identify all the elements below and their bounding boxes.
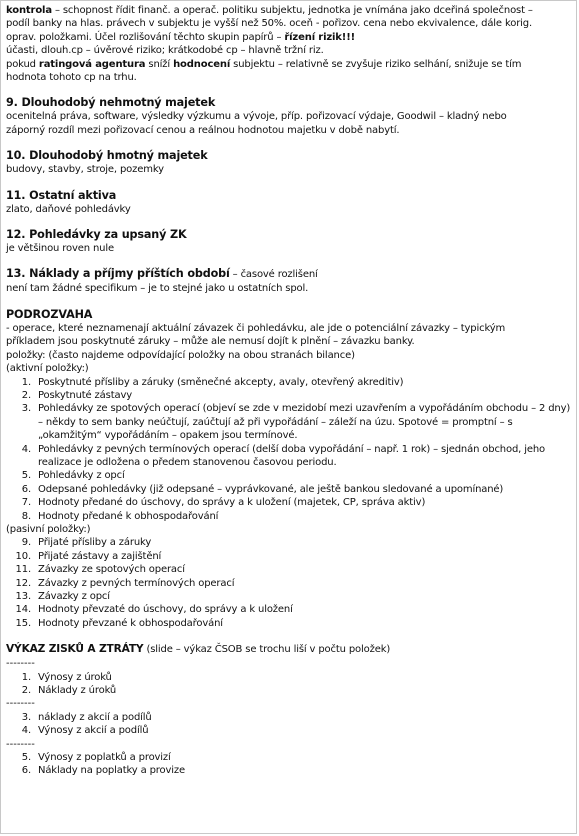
list-item bbox=[6, 483, 571, 496]
heading-text: 13. Náklady a příjmy příštích období bbox=[6, 267, 230, 281]
paragraph-line: - operace, které neznamenají aktuální závazek či pohledávku, ale jde o potenciální závazky – typickým bbox=[6, 322, 506, 334]
paragraph-line: zlato, daňové pohledávky bbox=[6, 203, 131, 215]
list-item bbox=[6, 469, 571, 482]
paragraph-line: položky: (často najdeme odpovídající položky na obou stranách bilance) bbox=[6, 349, 355, 361]
bold-term: kontrola bbox=[6, 5, 52, 16]
paragraph-line: není tam žádné specifikum – je to stejné jako u ostatních spol. bbox=[6, 283, 309, 295]
list-item-number: 14. bbox=[15, 604, 31, 616]
paragraph-line: příkladem jsou poskytnuté záruky – může ale nemusí dojít k plnění – závazku banky. bbox=[6, 336, 415, 348]
list-item bbox=[6, 671, 571, 684]
heading-rest: (slide – výkaz ČSOB se trochu liší v počtu položek) bbox=[143, 644, 391, 656]
separator: -------- bbox=[6, 738, 35, 750]
list-item-number: 6. bbox=[21, 483, 31, 495]
list-item bbox=[6, 376, 571, 389]
list-item bbox=[6, 590, 571, 603]
list-item bbox=[6, 577, 571, 590]
paragraph-line bbox=[6, 58, 571, 71]
section-heading-podrozvaha: PODROZVAHA bbox=[6, 307, 93, 321]
list-item-number: 1. bbox=[21, 671, 31, 683]
list-item bbox=[6, 617, 571, 630]
section-heading-10: 10. Dlouhodobý hmotný majetek bbox=[6, 149, 208, 163]
paragraph-line bbox=[6, 31, 571, 44]
list-item-number: 11. bbox=[15, 564, 31, 576]
list-item bbox=[6, 550, 571, 563]
paragraph-line: účasti, dlouh.cp – úvěrové riziko; krátkodobé cp – hlavně tržní riz. bbox=[6, 45, 324, 57]
list-item bbox=[6, 563, 571, 576]
bold-term: ratingová agentura bbox=[38, 58, 146, 70]
list-aktivni bbox=[6, 376, 571, 523]
list-item-text: náklady z akcií a podílů bbox=[38, 711, 152, 723]
list-item-number: 10. bbox=[15, 550, 31, 562]
list-item-text: Poskytnuté zástavy bbox=[38, 389, 132, 401]
list-item-number: 1. bbox=[21, 376, 31, 388]
list-item-text: Odepsané pohledávky (již odepsané – vyprávkované, ale ještě bankou sledované a upomínané) bbox=[38, 483, 504, 495]
list-item-text: Výnosy z úroků bbox=[38, 671, 112, 683]
paragraph-line: ocenitelná práva, software, výsledky výzkumu a vývoje, příp. pořizovací výdaje, Goodwil – kladný nebo bbox=[6, 111, 507, 123]
paragraph-line: hodnota tohoto cp na trhu. bbox=[6, 72, 137, 84]
bold-term: řízení rizik!!! bbox=[284, 31, 356, 43]
list-item-number: 5. bbox=[21, 752, 31, 764]
paragraph-line: záporný rozdíl mezi pořizovací cenou a reálnou hodnotou majetku v době nabytí. bbox=[6, 124, 400, 136]
list-item-number: 12. bbox=[15, 577, 31, 589]
list-item-number: 9. bbox=[21, 537, 31, 549]
list-vykaz-group-2 bbox=[6, 711, 571, 738]
list-item-number: 4. bbox=[21, 725, 31, 737]
section-heading-11: 11. Ostatní aktiva bbox=[6, 188, 117, 202]
separator: -------- bbox=[6, 698, 35, 710]
list-vykaz-group-1 bbox=[6, 671, 571, 698]
list-item-text: Náklady na poplatky a provize bbox=[38, 765, 185, 777]
list-item-number: 4. bbox=[21, 443, 31, 455]
list-item-number: 8. bbox=[21, 510, 31, 522]
list-item-text: Závazky ze spotových operací bbox=[38, 564, 185, 576]
list-item-text: Hodnoty předané do úschovy, do správy a k uložení (majetek, CP, správa aktiv) bbox=[38, 497, 426, 509]
list-item bbox=[6, 510, 571, 523]
subheading-pasivni: (pasivní položky:) bbox=[6, 523, 91, 535]
list-item-text: Výnosy z akcií a podílů bbox=[38, 725, 149, 737]
list-item bbox=[6, 711, 571, 724]
bold-term: hodnocení bbox=[173, 58, 231, 70]
list-item-number: 13. bbox=[15, 591, 31, 602]
paragraph-line: budovy, stavby, stroje, pozemky bbox=[6, 164, 164, 176]
list-item-number: 2. bbox=[21, 685, 31, 697]
section-heading-12: 12. Pohledávky za upsaný ZK bbox=[6, 228, 187, 242]
section-heading-13 bbox=[6, 267, 571, 282]
paragraph-line: podíl banky na hlas. právech v subjektu je vyšší než 50%. oceň - pořizov. cena nebo ekvivalence, dále korig. bbox=[6, 18, 533, 30]
list-item bbox=[6, 764, 571, 777]
heading-text: VÝKAZ ZISKŮ A ZTRÁTY bbox=[6, 643, 144, 656]
heading-rest: – časové rozlišení bbox=[229, 269, 318, 281]
list-item bbox=[6, 724, 571, 737]
list-item-text: Přijaté zástavy a zajištění bbox=[38, 550, 162, 562]
list-item-text: Hodnoty předané k obhospodařování bbox=[38, 510, 219, 522]
text: sníží bbox=[145, 58, 174, 70]
list-item-text: Závazky z pevných termínových operací bbox=[38, 577, 235, 589]
list-item-number: 6. bbox=[21, 765, 31, 777]
text: subjektu – relativně se zvyšuje riziko selhání, snižuje se tím bbox=[230, 58, 522, 70]
list-item bbox=[6, 603, 571, 616]
subheading-aktivni: (aktivní položky:) bbox=[6, 363, 89, 375]
list-item bbox=[6, 684, 571, 697]
list-item-text: Závazky z opcí bbox=[38, 591, 110, 602]
list-vykaz-group-3 bbox=[6, 751, 571, 778]
list-item bbox=[6, 496, 571, 509]
list-item-number: 15. bbox=[15, 617, 31, 629]
list-item-text: Výnosy z poplatků a provizí bbox=[38, 752, 171, 764]
list-item bbox=[6, 751, 571, 764]
list-item bbox=[6, 402, 571, 442]
list-item-text: Přijaté přísliby a záruky bbox=[38, 537, 152, 549]
list-item bbox=[6, 389, 571, 402]
list-item-text: Pohledávky ze spotových operací (objeví se zde v mezidobí mezi uzavřením a vypořádáním obchodu – 2 dny) – někdy to sem banky neúčtují, zaúčtují až při vypořádání – záleží na úzu. Spotové = promptní – s „okamžitým“ vypořádáním – opakem jsou termínové. bbox=[38, 403, 571, 442]
paragraph-line: je většinou roven nule bbox=[6, 243, 114, 255]
section-heading-9: 9. Dlouhodobý nehmotný majetek bbox=[6, 96, 216, 110]
list-item-number: 3. bbox=[21, 711, 31, 723]
paragraph-line bbox=[6, 4, 571, 17]
text: oprav. položkami. Účel rozlišování těchto skupin papírů – bbox=[6, 31, 285, 43]
text: pokud bbox=[6, 58, 39, 70]
list-item-number: 5. bbox=[21, 470, 31, 482]
list-item-number: 2. bbox=[21, 389, 31, 401]
list-item-text: Hodnoty převzané k obhospodařování bbox=[38, 617, 223, 629]
list-item-text: Poskytnuté přísliby a záruky (směnečné akcepty, avaly, otevřený akreditiv) bbox=[38, 376, 404, 388]
list-item-text: Náklady z úroků bbox=[38, 685, 117, 697]
separator: -------- bbox=[6, 658, 35, 670]
list-item-number: 7. bbox=[21, 497, 31, 509]
list-item-text: Pohledávky z pevných termínových operací (delší doba vypořádání – např. 1 rok) – sjednán obchod, jeho realizace je odložena o předem stanovenou časovou periodu. bbox=[38, 443, 546, 468]
list-item bbox=[6, 536, 571, 549]
list-item-text: Hodnoty převzaté do úschovy, do správy a k uložení bbox=[38, 604, 293, 616]
section-heading-vykaz bbox=[6, 642, 571, 657]
list-item-number: 3. bbox=[21, 403, 31, 415]
list-item bbox=[6, 443, 571, 470]
list-item-text: Pohledávky z opcí bbox=[38, 470, 125, 482]
text: – schopnost řídit finanč. a operač. politiku subjektu, jednotka je vnímána jako dceřiná společnost – bbox=[51, 5, 533, 16]
list-pasivni bbox=[6, 536, 571, 630]
